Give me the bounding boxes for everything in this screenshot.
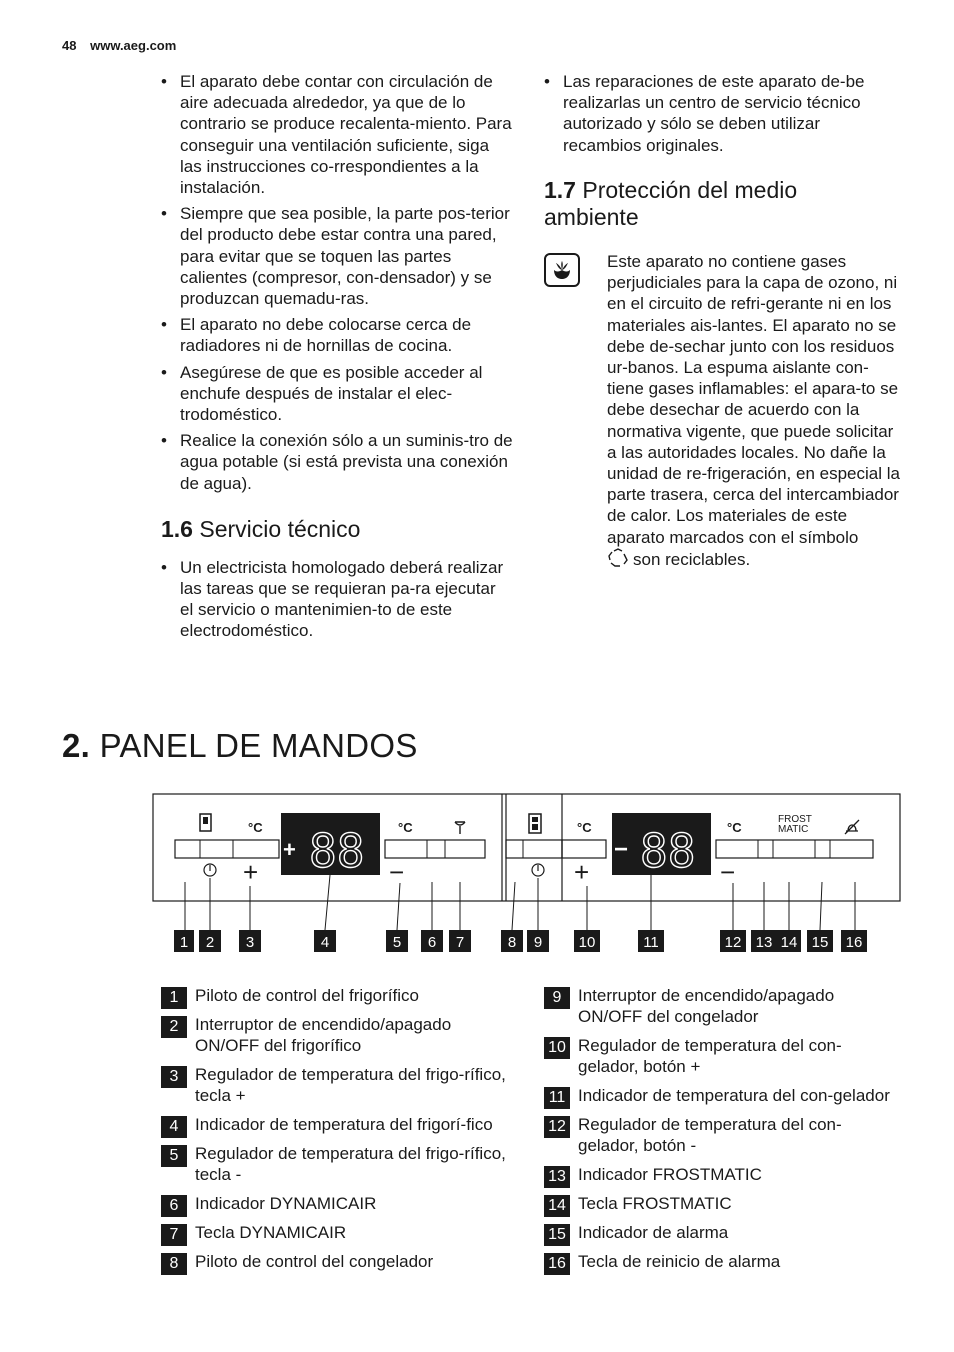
legend-item: 6 Indicador DYNAMICAIR xyxy=(161,1193,516,1214)
fridge-plus-label: + xyxy=(243,857,259,887)
freezer-plus-label: + xyxy=(574,857,590,887)
fridge-celsius-label-2: °C xyxy=(398,820,413,835)
dynamicair-icon xyxy=(455,822,465,834)
svg-text:9: 9 xyxy=(533,934,543,951)
freezer-display-minus: − xyxy=(614,836,629,863)
fridge-display-plus: + xyxy=(283,837,296,862)
legend-item: 8 Piloto de control del congelador xyxy=(161,1251,516,1272)
legend-item: 13 Indicador FROSTMATIC xyxy=(544,1164,899,1185)
freezer-celsius-label: °C xyxy=(577,820,592,835)
fridge-minus-label: − xyxy=(389,857,405,887)
website-link[interactable]: www.aeg.com xyxy=(90,38,177,53)
legend-item: 7 Tecla DYNAMICAIR xyxy=(161,1222,516,1243)
section-title-1-6: 1.6 Servicio técnico xyxy=(161,515,361,542)
bullet-water: • Realice la conexión sólo a un suminis-tro de agua potable (si está prevista una conexión de agua). xyxy=(161,430,513,494)
legend-item: 2 Interruptor de encendido/apagado ON/OFF del frigorífico xyxy=(161,1014,516,1056)
legend-item: 14 Tecla FROSTMATIC xyxy=(544,1193,899,1214)
page-number: 48 xyxy=(62,38,77,53)
freezer-button-bar xyxy=(562,840,606,858)
freezer-right-button-bar xyxy=(716,840,873,858)
dynamicair-button-bar xyxy=(385,840,485,858)
legend-item: 11 Indicador de temperatura del con-gelador xyxy=(544,1085,899,1106)
svg-text:14: 14 xyxy=(780,934,798,951)
svg-text:15: 15 xyxy=(811,934,829,951)
svg-text:2: 2 xyxy=(205,934,215,951)
bullet-wall: • Siempre que sea posible, la parte pos-terior del producto debe estar contra una pared, para evitar que se toquen las partes calientes (compresor, con-densador) y se produzcan quemadu-ras. xyxy=(161,203,513,309)
svg-text:12: 12 xyxy=(724,934,742,951)
svg-text:10: 10 xyxy=(578,934,596,951)
environment-text: Este aparato no contiene gases perjudiciales para la capa de ozono, ni en el circuito de refri-gerante ni en los materiales ais-lantes. El aparato no se debe de-sechar junto con los residuos ur-banos. La espuma aislante con-tiene gases inflamables: el apara-to se debe desechar de acuerdo con la normativa vigente, que puede solicitar a las autoridades locales. No dañe la unidad de re-frigeración, en especial la parte trasera, cerca del intercambiador de calor. Los materiales de este aparato marcados con el símbolo son reciclables. xyxy=(607,251,901,573)
section-title-1-7: 1.7 Protección del medio ambiente xyxy=(544,176,798,230)
freezer-display-digits: 88 xyxy=(640,824,696,878)
legend-item: 10 Regulador de temperatura del con-gelador, botón + xyxy=(544,1035,899,1077)
frostmatic-label-2: MATIC xyxy=(778,824,809,835)
legend-item: 4 Indicador de temperatura del frigorí-fico xyxy=(161,1114,516,1135)
svg-text:5: 5 xyxy=(392,934,402,951)
svg-text:11: 11 xyxy=(643,934,659,951)
legend-item: 9 Interruptor de encendido/apagado ON/OFF del congelador xyxy=(544,985,899,1027)
freezer-icon xyxy=(529,814,541,833)
bullet-repairs: • Las reparaciones de este aparato de-be realizarlas un centro de servicio técnico autorizado y sólo se deben utilizar recambios originales. xyxy=(544,71,896,156)
legend-item: 5 Regulador de temperatura del frigo-rífico, tecla - xyxy=(161,1143,516,1185)
alarm-bell-icon xyxy=(845,820,859,834)
svg-text:1: 1 xyxy=(179,934,189,951)
svg-text:7: 7 xyxy=(455,934,465,951)
freezer-minus-label: − xyxy=(720,857,736,887)
svg-text:8: 8 xyxy=(507,934,517,951)
frostmatic-label-1: FROST xyxy=(778,814,812,825)
legend-left xyxy=(161,985,516,1280)
fridge-display-digits: 88 xyxy=(309,824,365,878)
freezer-button-bar-left xyxy=(506,840,562,858)
legend-item: 12 Regulador de temperatura del con-gelador, botón - xyxy=(544,1114,899,1156)
legend-item: 16 Tecla de reinicio de alarma xyxy=(544,1251,899,1272)
legend-item: 1 Piloto de control del frigorífico xyxy=(161,985,516,1006)
fridge-celsius-label: °C xyxy=(248,820,263,835)
fridge-button-bar xyxy=(175,840,279,858)
svg-text:6: 6 xyxy=(427,934,437,951)
legend-item: 3 Regulador de temperatura del frigo-rífico, tecla + xyxy=(161,1064,516,1106)
bullet-radiators: • El aparato no debe colocarse cerca de radiadores ni de hornillas de cocina. xyxy=(161,314,513,356)
bullet-service: • Un electricista homologado deberá realizar las tareas que se requieran pa-ra ejecutar el servicio o mantenimien-to de este electrodoméstico. xyxy=(161,557,513,642)
svg-text:4: 4 xyxy=(320,934,330,951)
bullet-ventilation: • El aparato debe contar con circulación de aire adecuada alrededor, ya que de lo contrario se produce recalenta-miento. Para conseguir una ventilación suficiente, siga las instrucciones co-rrespondientes a la instalación. xyxy=(161,71,513,198)
svg-text:13: 13 xyxy=(755,934,773,951)
bullet-plug: • Asegúrese de que es posible acceder al enchufe después de instalar el elec-trodoméstico. xyxy=(161,362,513,426)
chapter-title: 2. PANEL DE MANDOS xyxy=(62,727,418,764)
legend-item: 15 Indicador de alarma xyxy=(544,1222,899,1243)
svg-text:3: 3 xyxy=(245,934,255,951)
svg-text:16: 16 xyxy=(845,934,863,951)
legend-right xyxy=(544,985,899,1280)
freezer-celsius-label-2: °C xyxy=(727,820,742,835)
panel-frame xyxy=(153,794,900,901)
